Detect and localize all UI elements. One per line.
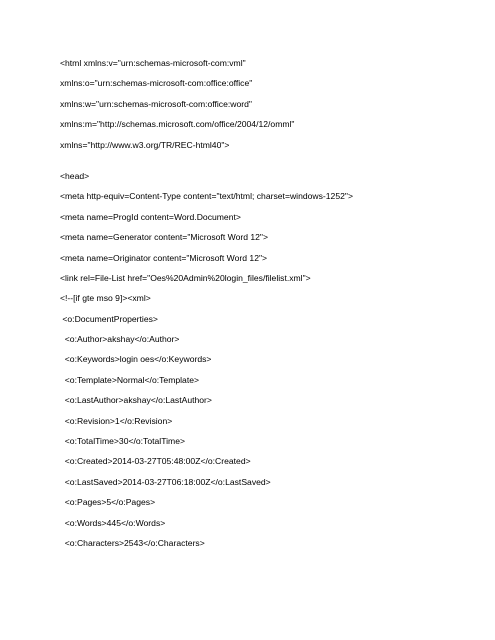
text-line: <o:Words>445</o:Words>: [60, 517, 166, 528]
text-line: <o:Template>Normal</o:Template>: [60, 374, 200, 385]
text-line: xmlns:m="http://schemas.microsoft.com/office/2004/12/omml": [60, 119, 295, 130]
document-body: [60, 58, 480, 548]
text-line: <!--[if gte mso 9]><xml>: [60, 293, 151, 304]
text-line: <o:LastSaved>2014-03-27T06:18:00Z</o:LastSaved>: [60, 476, 271, 487]
text-line: <link rel=File-List href="Oes%20Admin%20login_files/filelist.xml">: [60, 272, 311, 283]
text-line: <o:Characters>2543</o:Characters>: [60, 537, 205, 548]
text-line: <meta name=Originator content="Microsoft Word 12">: [60, 252, 268, 263]
text-line: <meta http-equiv=Content-Type content="text/html; charset=windows-1252">: [60, 191, 353, 202]
text-line: <o:LastAuthor>akshay</o:LastAuthor>: [60, 395, 212, 406]
text-line: <meta name=ProgId content=Word.Document>: [60, 211, 241, 222]
text-line: <meta name=Generator content="Microsoft Word 12">: [60, 232, 269, 243]
text-line: <o:DocumentProperties>: [60, 313, 158, 324]
text-line: xmlns:o="urn:schemas-microsoft-com:office:office": [60, 78, 253, 89]
text-line: <o:TotalTime>30</o:TotalTime>: [60, 436, 185, 447]
text-line: <o:Author>akshay</o:Author>: [60, 334, 180, 345]
text-line: <o:Created>2014-03-27T05:48:00Z</o:Created>: [60, 456, 251, 467]
text-line: <head>: [60, 170, 90, 181]
text-line: xmlns="http://www.w3.org/TR/REC-html40">: [60, 139, 230, 150]
text-line: <o:Keywords>login oes</o:Keywords>: [60, 354, 212, 365]
text-line: xmlns:w="urn:schemas-microsoft-com:office:word": [60, 98, 252, 109]
text-line: <o:Pages>5</o:Pages>: [60, 497, 156, 508]
text-line: <html xmlns:v="urn:schemas-microsoft-com:vml": [60, 58, 246, 68]
text-line: <o:Revision>1</o:Revision>: [60, 415, 173, 426]
